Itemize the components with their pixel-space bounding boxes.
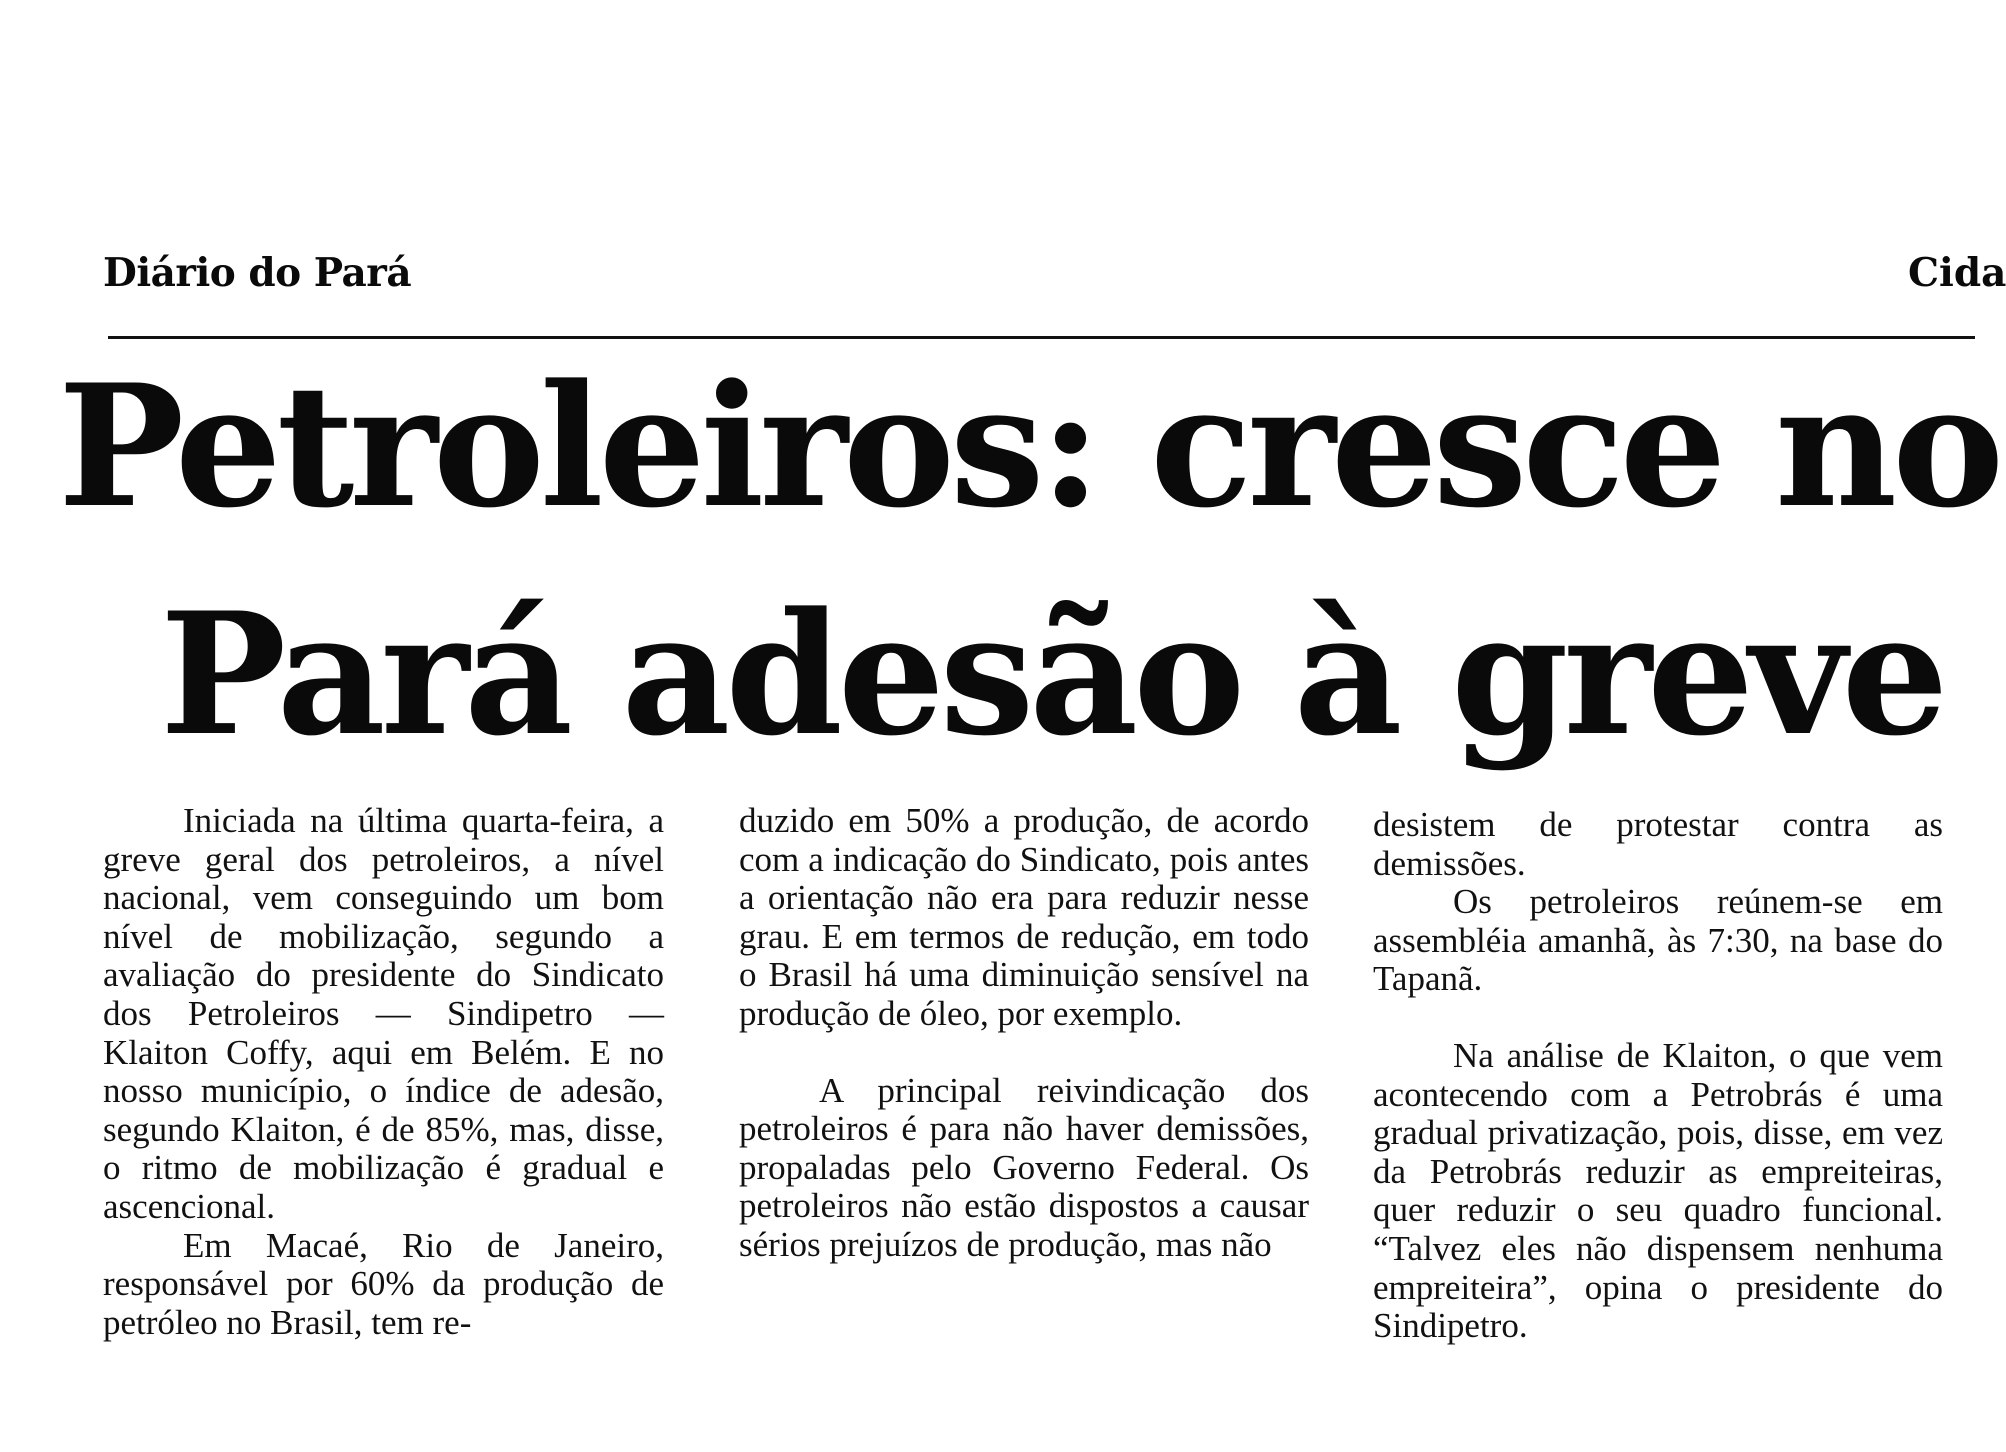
article-paragraph: Iniciada na última quarta-feira, a greve geral dos petroleiros, a nível nacional, vem conseguindo um bom nível de mobilização, segundo a avaliação do presidente do Sindicato dos Petroleiros — Sindipetro — Klaiton Coffy, aqui em Belém. E no nosso município, o índice de adesão, segundo Klaiton, é de 85%, mas, disse, o ritmo de mobilização é gradual e ascencional.	[103, 801, 664, 1226]
section-name-fragment: Cida	[1908, 250, 2006, 296]
article-paragraph: Em Macaé, Rio de Janeiro, responsável por 60% da produção de petróleo no Brasil, tem re-	[103, 1225, 664, 1342]
article-column-2	[739, 802, 1309, 1265]
article-paragraph: Na análise de Klaiton, o que vem acontecendo com a Petrobrás é uma gradual privatização, pois, disse, em vez da Petrobrás reduzir as empreiteiras, quer reduzir o seu quadro funcional. “Talvez eles não dispensem nenhuma empreiteira”, opina o presidente do Sindipetro.	[1373, 1035, 1943, 1346]
headline-line-1: Petroleiros: cresce no	[58, 347, 2000, 545]
masthead-rule	[108, 336, 1975, 339]
headline-line-2: Pará adesão à greve	[160, 575, 1944, 773]
article-paragraph: duzido em 50% a produção, de acordo com a indicação do Sindicato, pois antes a orientação não era para reduzir nesse grau. E em termos de redução, em todo o Brasil há uma diminuição sensível na produção de óleo, por exemplo.	[739, 801, 1309, 1033]
article-paragraph: Os petroleiros reúnem-se em assembléia amanhã, às 7:30, na base do Tapanã.	[1373, 882, 1943, 999]
article-paragraph: desistem de protestar contra as demissões.	[1373, 805, 1943, 883]
article-paragraph: A principal reivindicação dos petroleiros é para não haver demissões, propaladas pelo Governo Federal. Os petroleiros não estão dispostos a causar sérios prejuízos de produção, mas não	[739, 1070, 1309, 1264]
article-column-3	[1373, 806, 1943, 1346]
newspaper-name: Diário do Pará	[103, 250, 412, 296]
article-column-1	[103, 802, 664, 1342]
